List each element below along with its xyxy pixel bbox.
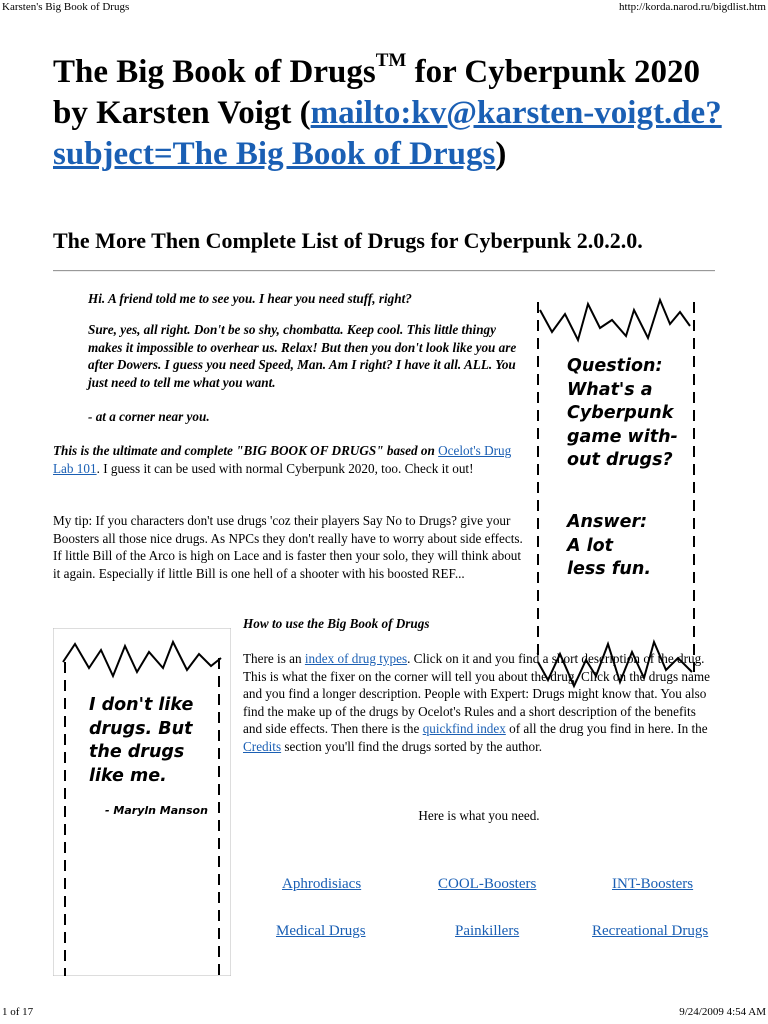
- answer-line: Answer:: [567, 512, 648, 532]
- drug-lab-link[interactable]: Ocelot's Drug Lab 101: [53, 443, 512, 476]
- category-link-medical-drugs[interactable]: Medical Drugs: [276, 923, 366, 939]
- howto-heading: How to use the Big Book of Drugs: [243, 616, 430, 631]
- question-text: [567, 355, 678, 473]
- question-line: game with-: [567, 426, 678, 447]
- howto-paragraph: [243, 650, 715, 755]
- drug-types-index-link[interactable]: index of drug types: [304, 651, 408, 666]
- print-header-url: http://korda.narod.ru/bigdlist.htm: [619, 1, 766, 13]
- category-link-int-boosters[interactable]: INT-Boosters: [612, 876, 694, 892]
- tip-paragraph: My tip: If you characters don't use drugs 'coz their players Say No to Drugs? give your Boosters all those nice drugs. As NPCs they don't really have to worry about side effects. If little Bill of the Arco is high on Lace and is faster then your solo, they will think about it again. Especially if little Bill is one hell of a shooter with his boosted REF...: [53, 513, 523, 581]
- howto-text-1: There is an: [243, 651, 305, 666]
- question-box: [530, 292, 702, 692]
- ultimate-rest: . I guess it can be used with normal Cyberpunk 2020, too. Check it out!: [96, 460, 474, 476]
- manson-quote-box: [53, 628, 231, 976]
- manson-quote-line: like me.: [89, 765, 167, 786]
- howto-text-2: . Click on it and you find a short description of the drug. This is what the fixer on the corner will tell you about the drug. Click on the drugs name and you find a longer description. People with Expert: Drugs might know that. You also find the make up of the drugs by Ocelot's Rules and a short description of the benefits and side effects. Then there is the: [243, 651, 710, 736]
- manson-quote-line: the drugs: [89, 742, 185, 762]
- manson-quote-line: drugs. But: [89, 718, 193, 739]
- quickfind-index-link[interactable]: quickfind index: [422, 721, 506, 736]
- credits-link[interactable]: Credits: [243, 738, 282, 754]
- question-line: What's a: [567, 379, 653, 400]
- print-header-title: Karsten's Big Book of Drugs: [2, 1, 130, 13]
- title-part1: The Big Book of Drugs: [53, 54, 376, 90]
- email-link[interactable]: mailto:kv@karsten-voigt.de?subject=The Big Book of Drugs: [53, 95, 722, 172]
- page-subtitle: The More Then Complete List of Drugs for Cyberpunk 2.0.2.0.: [53, 228, 643, 253]
- torn-paper-frame: [530, 292, 702, 692]
- question-line: out drugs?: [567, 450, 673, 470]
- category-link-painkillers[interactable]: Painkillers: [455, 923, 520, 939]
- title-part3: ): [495, 136, 507, 172]
- category-link-aphrodisiacs[interactable]: Aphrodisiacs: [282, 876, 362, 892]
- manson-quote-line: I don't like: [89, 695, 194, 715]
- title-part2: for Cyberpunk 2020 by Karsten Voigt (: [53, 54, 701, 131]
- howto-text-3: of all the drug you find in here. In the: [505, 721, 708, 736]
- question-line: Question:: [567, 356, 663, 376]
- question-line: Cyberpunk: [567, 403, 674, 423]
- intro-quote-line2: Sure, yes, all right. Don't be so shy, chombatta. Keep cool. This little thingy makes it impossible to overhear us. Relax! But then you don't look like you are after Dowers. I guess you need Speed, Man. Am I right? I have it all. ALL. You just need to tell me what you want.: [88, 322, 517, 390]
- ultimate-bold-text: This is the ultimate and complete "BIG BOOK OF DRUGS" based on: [53, 443, 435, 458]
- category-link-cool-boosters[interactable]: COOL-Boosters: [438, 876, 537, 892]
- ultimate-paragraph: [53, 442, 523, 477]
- torn-paper-frame: [53, 628, 231, 976]
- print-footer-datetime: 9/24/2009 4:54 AM: [679, 1006, 766, 1018]
- trademark-mark: TM: [375, 50, 407, 71]
- category-link-recreational-drugs[interactable]: Recreational Drugs: [592, 923, 709, 939]
- horizontal-rule: [53, 270, 715, 272]
- intro-quote-line3: - at a corner near you.: [88, 409, 210, 424]
- print-footer-page: 1 of 17: [2, 1006, 34, 1018]
- intro-quote-line1: Hi. A friend told me to see you. I hear you need stuff, right?: [88, 291, 412, 306]
- page-title: [53, 52, 733, 175]
- manson-attribution: - Maryln Manson: [105, 804, 208, 817]
- answer-text: [567, 511, 651, 582]
- manson-quote-text: [89, 694, 193, 788]
- answer-line: A lot: [567, 535, 614, 556]
- howto-text-4: section you'll find the drugs sorted by the author.: [281, 738, 543, 754]
- answer-line: less fun.: [567, 559, 651, 579]
- need-text: Here is what you need.: [418, 808, 540, 823]
